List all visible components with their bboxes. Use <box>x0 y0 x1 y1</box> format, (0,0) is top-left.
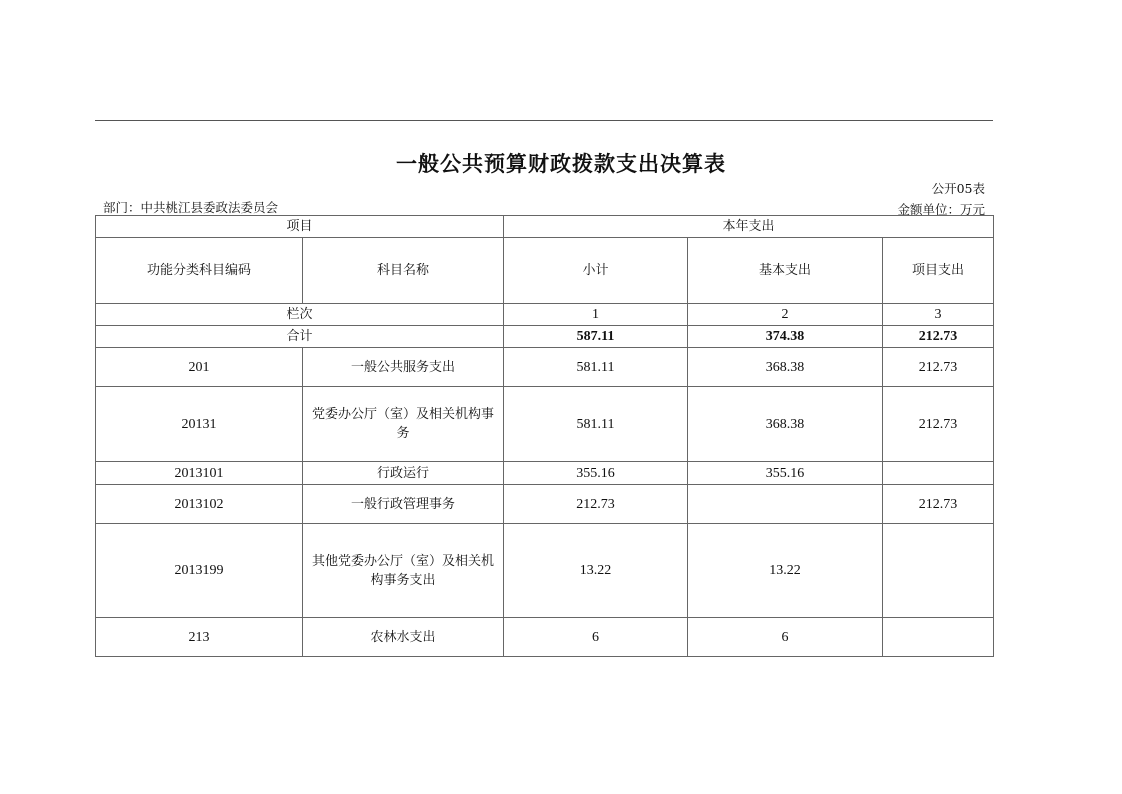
total-row <box>96 326 994 348</box>
row-code: 2013199 <box>96 524 303 618</box>
row-name: 一般行政管理事务 <box>303 485 504 524</box>
column-index-1: 1 <box>504 304 688 326</box>
header-name: 科目名称 <box>303 238 504 304</box>
department-label: 部门：中共桃江县委政法委员会 <box>103 200 279 215</box>
row-project <box>883 618 994 657</box>
row-basic: 355.16 <box>688 462 883 485</box>
row-project: 212.73 <box>883 387 994 462</box>
top-rule <box>95 120 993 121</box>
total-project: 212.73 <box>883 326 994 348</box>
amount-unit-label: 金额单位：万元 <box>897 202 985 217</box>
header-project: 项目支出 <box>883 238 994 304</box>
row-basic: 13.22 <box>688 524 883 618</box>
row-subtotal: 212.73 <box>504 485 688 524</box>
row-subtotal: 13.22 <box>504 524 688 618</box>
row-basic <box>688 485 883 524</box>
page-title: 一般公共预算财政拨款支出决算表 <box>396 151 726 176</box>
row-project: 212.73 <box>883 348 994 387</box>
row-subtotal: 581.11 <box>504 348 688 387</box>
column-index-label: 栏次 <box>96 304 504 326</box>
row-code: 20131 <box>96 387 303 462</box>
table-row <box>96 485 994 524</box>
row-subtotal: 355.16 <box>504 462 688 485</box>
row-basic: 6 <box>688 618 883 657</box>
header-row-1 <box>96 216 994 238</box>
row-basic: 368.38 <box>688 348 883 387</box>
header-current-year: 本年支出 <box>504 216 994 238</box>
row-subtotal: 6 <box>504 618 688 657</box>
row-name: 党委办公厅（室）及相关机构事务 <box>303 387 504 462</box>
row-project: 212.73 <box>883 485 994 524</box>
row-code: 2013101 <box>96 462 303 485</box>
table-row <box>96 462 994 485</box>
table-row <box>96 524 994 618</box>
row-code: 213 <box>96 618 303 657</box>
column-index-3: 3 <box>883 304 994 326</box>
header-code: 功能分类科目编码 <box>96 238 303 304</box>
row-code: 201 <box>96 348 303 387</box>
form-code: 公开05表 <box>931 181 985 196</box>
row-name: 农林水支出 <box>303 618 504 657</box>
expenditure-table <box>95 215 994 657</box>
column-index-row <box>96 304 994 326</box>
row-name: 其他党委办公厅（室）及相关机构事务支出 <box>303 524 504 618</box>
total-subtotal: 587.11 <box>504 326 688 348</box>
row-name: 行政运行 <box>303 462 504 485</box>
table-row <box>96 348 994 387</box>
total-label: 合计 <box>96 326 504 348</box>
row-subtotal: 581.11 <box>504 387 688 462</box>
header-row-2 <box>96 238 994 304</box>
table-row <box>96 618 994 657</box>
row-basic: 368.38 <box>688 387 883 462</box>
row-project <box>883 462 994 485</box>
row-project <box>883 524 994 618</box>
header-item: 项目 <box>96 216 504 238</box>
table-row <box>96 387 994 462</box>
total-basic: 374.38 <box>688 326 883 348</box>
header-subtotal: 小计 <box>504 238 688 304</box>
row-code: 2013102 <box>96 485 303 524</box>
column-index-2: 2 <box>688 304 883 326</box>
row-name: 一般公共服务支出 <box>303 348 504 387</box>
header-basic: 基本支出 <box>688 238 883 304</box>
